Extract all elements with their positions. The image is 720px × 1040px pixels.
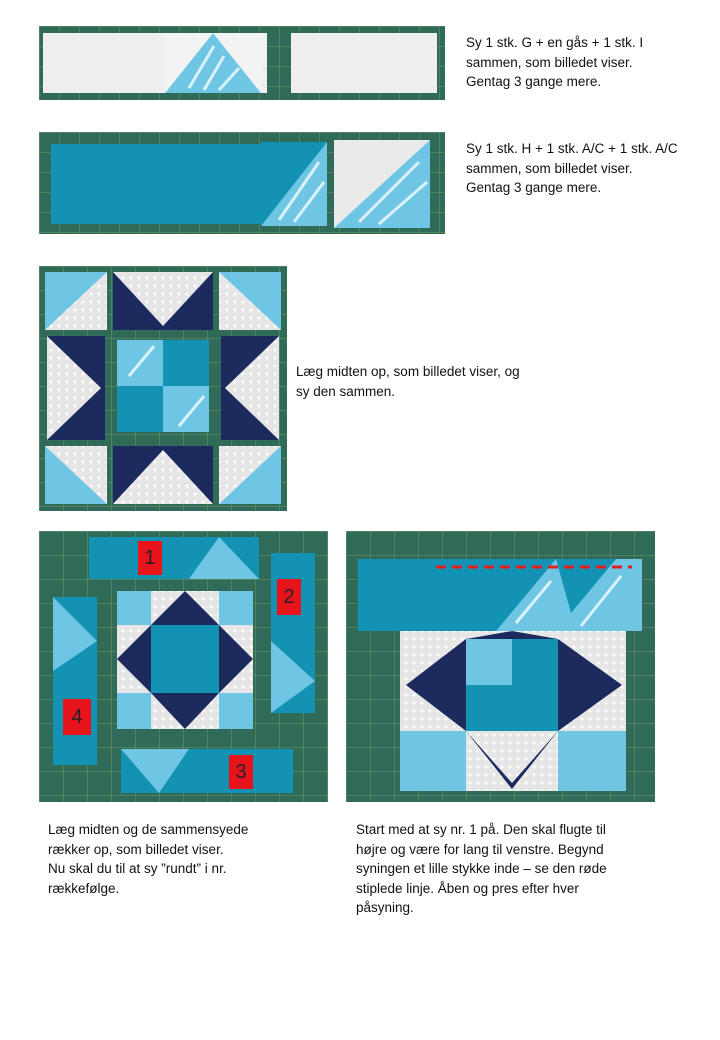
step-5-text xyxy=(356,820,607,918)
photo-step-1 xyxy=(39,26,445,100)
step-4-line-1: Læg midten og de sammensyede xyxy=(48,822,249,837)
photo-step-2 xyxy=(39,132,445,234)
step-3-line-2: sy den sammen. xyxy=(296,383,396,399)
step-5-line-2: højre og være for lang til venstre. Begynd xyxy=(356,841,604,857)
step-1-line-2: sammen, som billedet viser. xyxy=(466,54,633,70)
photo-step-3 xyxy=(39,266,287,511)
step-4-line-2: rækker op, som billedet viser. xyxy=(48,841,224,857)
step-4-line-3: Nu skal du til at sy ”rundt” i nr. xyxy=(48,861,227,876)
step-1-text xyxy=(466,33,643,92)
label-3: 3 xyxy=(229,755,253,789)
step-4-text xyxy=(48,820,248,898)
step-1-line-3: Gentag 3 gange mere. xyxy=(466,74,602,89)
step-5-line-4: stiplede linje. Åben og pres efter hver xyxy=(356,880,579,896)
step-2-text xyxy=(466,139,678,198)
step-2-line-3: Gentag 3 gange mere. xyxy=(466,180,602,195)
step-5-line-1: Start med at sy nr. 1 på. Den skal flugte til xyxy=(356,822,606,837)
step-2-line-1: Sy 1 stk. H + 1 stk. A/C + 1 stk. A/C xyxy=(466,141,678,156)
label-2: 2 xyxy=(277,579,301,615)
step-5-line-3: syningen et lille stykke inde – se den røde xyxy=(356,861,607,876)
label-1: 1 xyxy=(138,541,162,575)
label-4: 4 xyxy=(63,699,91,735)
step-2-line-2: sammen, som billedet viser. xyxy=(466,160,633,176)
step-3-text xyxy=(296,362,520,401)
photo-step-4 xyxy=(39,531,328,802)
step-3-line-1: Læg midten op, som billedet viser, og xyxy=(296,364,520,379)
step-4-line-4: rækkefølge. xyxy=(48,880,120,896)
photo-step-5 xyxy=(346,531,655,802)
step-1-line-1: Sy 1 stk. G + en gås + 1 stk. I xyxy=(466,35,644,50)
step-5-line-5: påsyning. xyxy=(356,900,414,915)
